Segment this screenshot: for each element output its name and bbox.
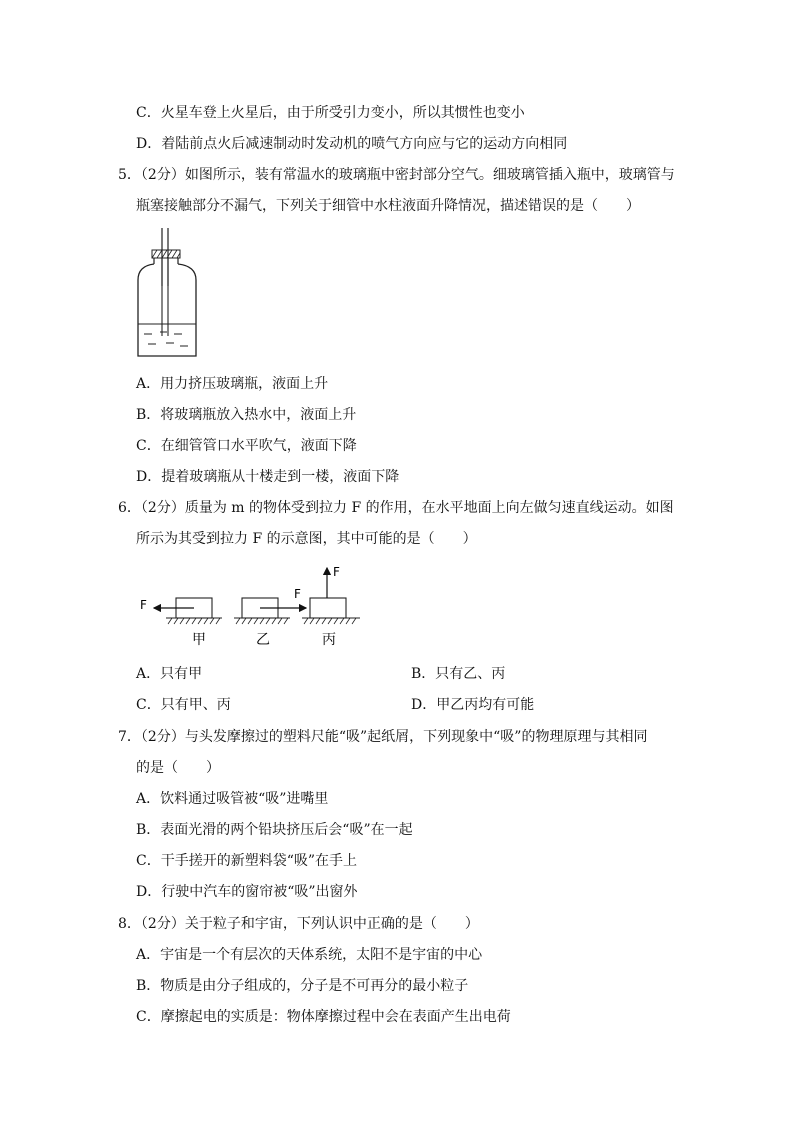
question-6-option-a: A．只有甲 xyxy=(136,666,203,682)
label-yi: 乙 xyxy=(256,632,270,648)
question-5-option-d: D．提着玻璃瓶从十楼走到一楼，液面下降 xyxy=(136,469,400,485)
question-8-option-a: A．宇宙是一个有层次的天体系统，太阳不是宇宙的中心 xyxy=(136,947,483,963)
line-c-q4: C．火星车登上火星后，由于所受引力变小，所以其惯性也变小 xyxy=(136,105,525,121)
question-7-option-b: B．表面光滑的两个铅块挤压后会“吸”在一起 xyxy=(136,822,413,838)
force-label-yi: F xyxy=(294,587,301,601)
question-6-stem-1: 6．（2分）质量为 m 的物体受到拉力 F 的作用，在水平地面上向左做匀速直线运动。如图 xyxy=(118,500,674,516)
force-label-bing: F xyxy=(333,565,340,579)
question-7-option-a: A．饮料通过吸管被“吸”进嘴里 xyxy=(136,791,329,807)
question-6-option-d: D．甲乙丙均有可能 xyxy=(411,697,535,713)
question-5-option-a: A．用力挤压玻璃瓶，液面上升 xyxy=(136,376,329,392)
force-diagrams-figure xyxy=(136,562,372,650)
question-7-option-d: D．行驶中汽车的窗帘被“吸”出窗外 xyxy=(136,884,358,900)
label-bing: 丙 xyxy=(322,632,336,648)
question-6-stem-2: 所示为其受到拉力 F 的示意图，其中可能的是（ ） xyxy=(136,531,477,547)
question-7-stem-1: 7．（2分）与头发摩擦过的塑料尺能“吸”起纸屑，下列现象中“吸”的物理原理与其相同 xyxy=(118,729,648,745)
diagram-yi xyxy=(234,587,306,648)
question-5-stem-1: 5．（2分）如图所示，装有常温水的玻璃瓶中密封部分空气。细玻璃管插入瓶中，玻璃管与 xyxy=(118,167,675,183)
question-5-option-c: C．在细管管口水平吹气，液面下降 xyxy=(136,438,357,454)
line-d-q4: D．着陆前点火后减速制动时发动机的喷气方向应与它的运动方向相同 xyxy=(136,136,568,152)
question-8-option-b: B．物质是由分子组成的，分子是不可再分的最小粒子 xyxy=(136,978,469,994)
diagram-jia xyxy=(140,598,222,648)
question-7-option-c: C．干手搓开的新塑料袋“吸”在手上 xyxy=(136,853,358,869)
label-jia: 甲 xyxy=(192,632,206,648)
question-5-option-b: B．将玻璃瓶放入热水中，液面上升 xyxy=(136,407,357,423)
question-8-stem: 8．（2分）关于粒子和宇宙，下列认识中正确的是（ ） xyxy=(118,916,479,932)
bottle-figure xyxy=(134,226,212,362)
question-8-option-c: C．摩擦起电的实质是：物体摩擦过程中会在表面产生出电荷 xyxy=(136,1009,511,1025)
diagram-bing xyxy=(302,565,360,648)
question-7-stem-2: 的是（ ） xyxy=(136,760,220,776)
question-6-option-b: B．只有乙、丙 xyxy=(411,666,506,682)
question-6-option-c: C．只有甲、丙 xyxy=(136,697,231,713)
force-label-jia: F xyxy=(140,598,147,612)
question-5-stem-2: 瓶塞接触部分不漏气，下列关于细管中水柱液面升降情况，描述错误的是（ ） xyxy=(136,198,640,214)
